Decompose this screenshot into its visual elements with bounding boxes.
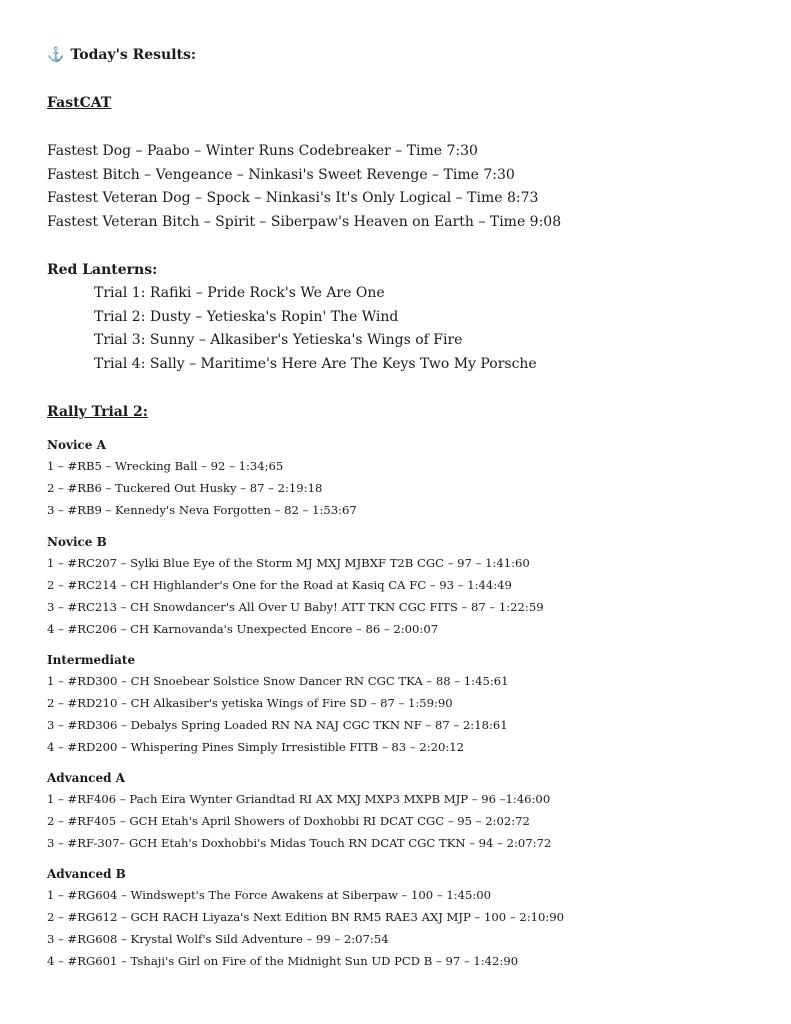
rally-entry: 2 – #RD210 – CH Alkasiber's yetiska Wings of Fire SD – 87 – 1:59:90 [47, 696, 453, 710]
rally-entry: 2 – #RG612 – GCH RACH Liyaza's Next Edition BN RM5 RAE3 AXJ MJP – 100 – 2:10:90 [47, 910, 565, 924]
rally-entry: 1 – #RC207 – Sylki Blue Eye of the Storm MJ MXJ MJBXF T2B CGC – 97 – 1:41:60 [47, 556, 530, 570]
rally-entry: 2 – #RB6 – Tuckered Out Husky – 87 – 2:19:18 [47, 481, 323, 495]
rally-entry: 1 – #RD300 – CH Snoebear Solstice Snow Dancer RN CGC TKA – 88 – 1:45:61 [47, 674, 509, 688]
red-lantern-line: Trial 2: Dusty – Yetieska's Ropin' The Wind [94, 309, 399, 325]
rally-entry: 1 – #RG604 – Windswept's The Force Awakens at Siberpaw – 100 – 1:45:00 [47, 888, 492, 902]
group-heading-advanced-b: Advanced B [47, 867, 126, 881]
rally-entry: 3 – #RB9 – Kennedy's Neva Forgotten – 82 – 1:53:67 [47, 503, 357, 517]
rally-entry: 4 – #RC206 – CH Karnovanda's Unexpected Encore – 86 – 2:00:07 [47, 622, 439, 636]
fastcat-line: Fastest Dog – Paabo – Winter Runs Codebreaker – Time 7:30 [47, 143, 478, 159]
rally-entry: 3 – #RC213 – CH Snowdancer's All Over U Baby! ATT TKN CGC FITS – 87 – 1:22:59 [47, 600, 544, 614]
group-heading-advanced-a: Advanced A [47, 771, 125, 785]
rally-entry: 3 – #RG608 – Krystal Wolf's Sild Adventure – 99 – 2:07:54 [47, 932, 389, 946]
fastcat-line: Fastest Bitch – Vengeance – Ninkasi's Sweet Revenge – Time 7:30 [47, 167, 515, 183]
red-lanterns-heading: Red Lanterns: [47, 262, 158, 278]
rally-entry: 1 – #RB5 – Wrecking Ball – 92 – 1:34;65 [47, 459, 284, 473]
rally-entry: 2 – #RC214 – CH Highlander's One for the Road at Kasiq CA FC – 93 – 1:44:49 [47, 578, 512, 592]
rally-entry: 4 – #RG601 – Tshaji's Girl on Fire of the Midnight Sun UD PCD B – 97 – 1:42:90 [47, 954, 519, 968]
red-lantern-line: Trial 1: Rafiki – Pride Rock's We Are One [94, 285, 385, 301]
rally-entry: 4 – #RD200 – Whispering Pines Simply Irresistible FITB – 83 – 2:20:12 [47, 740, 465, 754]
rally-entry: 3 – #RF-307– GCH Etah's Doxhobbi's Midas Touch RN DCAT CGC TKN – 94 – 2:07:72 [47, 836, 552, 850]
rally-entry: 2 – #RF405 – GCH Etah's April Showers of Doxhobbi RI DCAT CGC – 95 – 2:02:72 [47, 814, 530, 828]
red-lantern-line: Trial 4: Sally – Maritime's Here Are The Keys Two My Porsche [94, 356, 537, 372]
group-heading-novice-b: Novice B [47, 535, 107, 549]
title-text: Today's Results: [70, 47, 197, 63]
rally-entry: 3 – #RD306 – Debalys Spring Loaded RN NA NAJ CGC TKN NF – 87 – 2:18:61 [47, 718, 508, 732]
anchor-icon: ⚓ [47, 47, 65, 63]
group-heading-intermediate: Intermediate [47, 653, 136, 667]
fastcat-line: Fastest Veteran Dog – Spock – Ninkasi's It's Only Logical – Time 8:73 [47, 190, 539, 206]
rally-heading: Rally Trial 2: [47, 404, 148, 420]
red-lantern-line: Trial 3: Sunny – Alkasiber's Yetieska's Wings of Fire [94, 332, 463, 348]
group-heading-novice-a: Novice A [47, 438, 106, 452]
rally-entry: 1 – #RF406 – Pach Eira Wynter Griandtad RI AX MXJ MXP3 MXPB MJP – 96 –1:46:00 [47, 792, 551, 806]
page-title [47, 47, 196, 63]
fastcat-heading: FastCAT [47, 95, 112, 111]
fastcat-line: Fastest Veteran Bitch – Spirit – Siberpaw's Heaven on Earth – Time 9:08 [47, 214, 562, 230]
